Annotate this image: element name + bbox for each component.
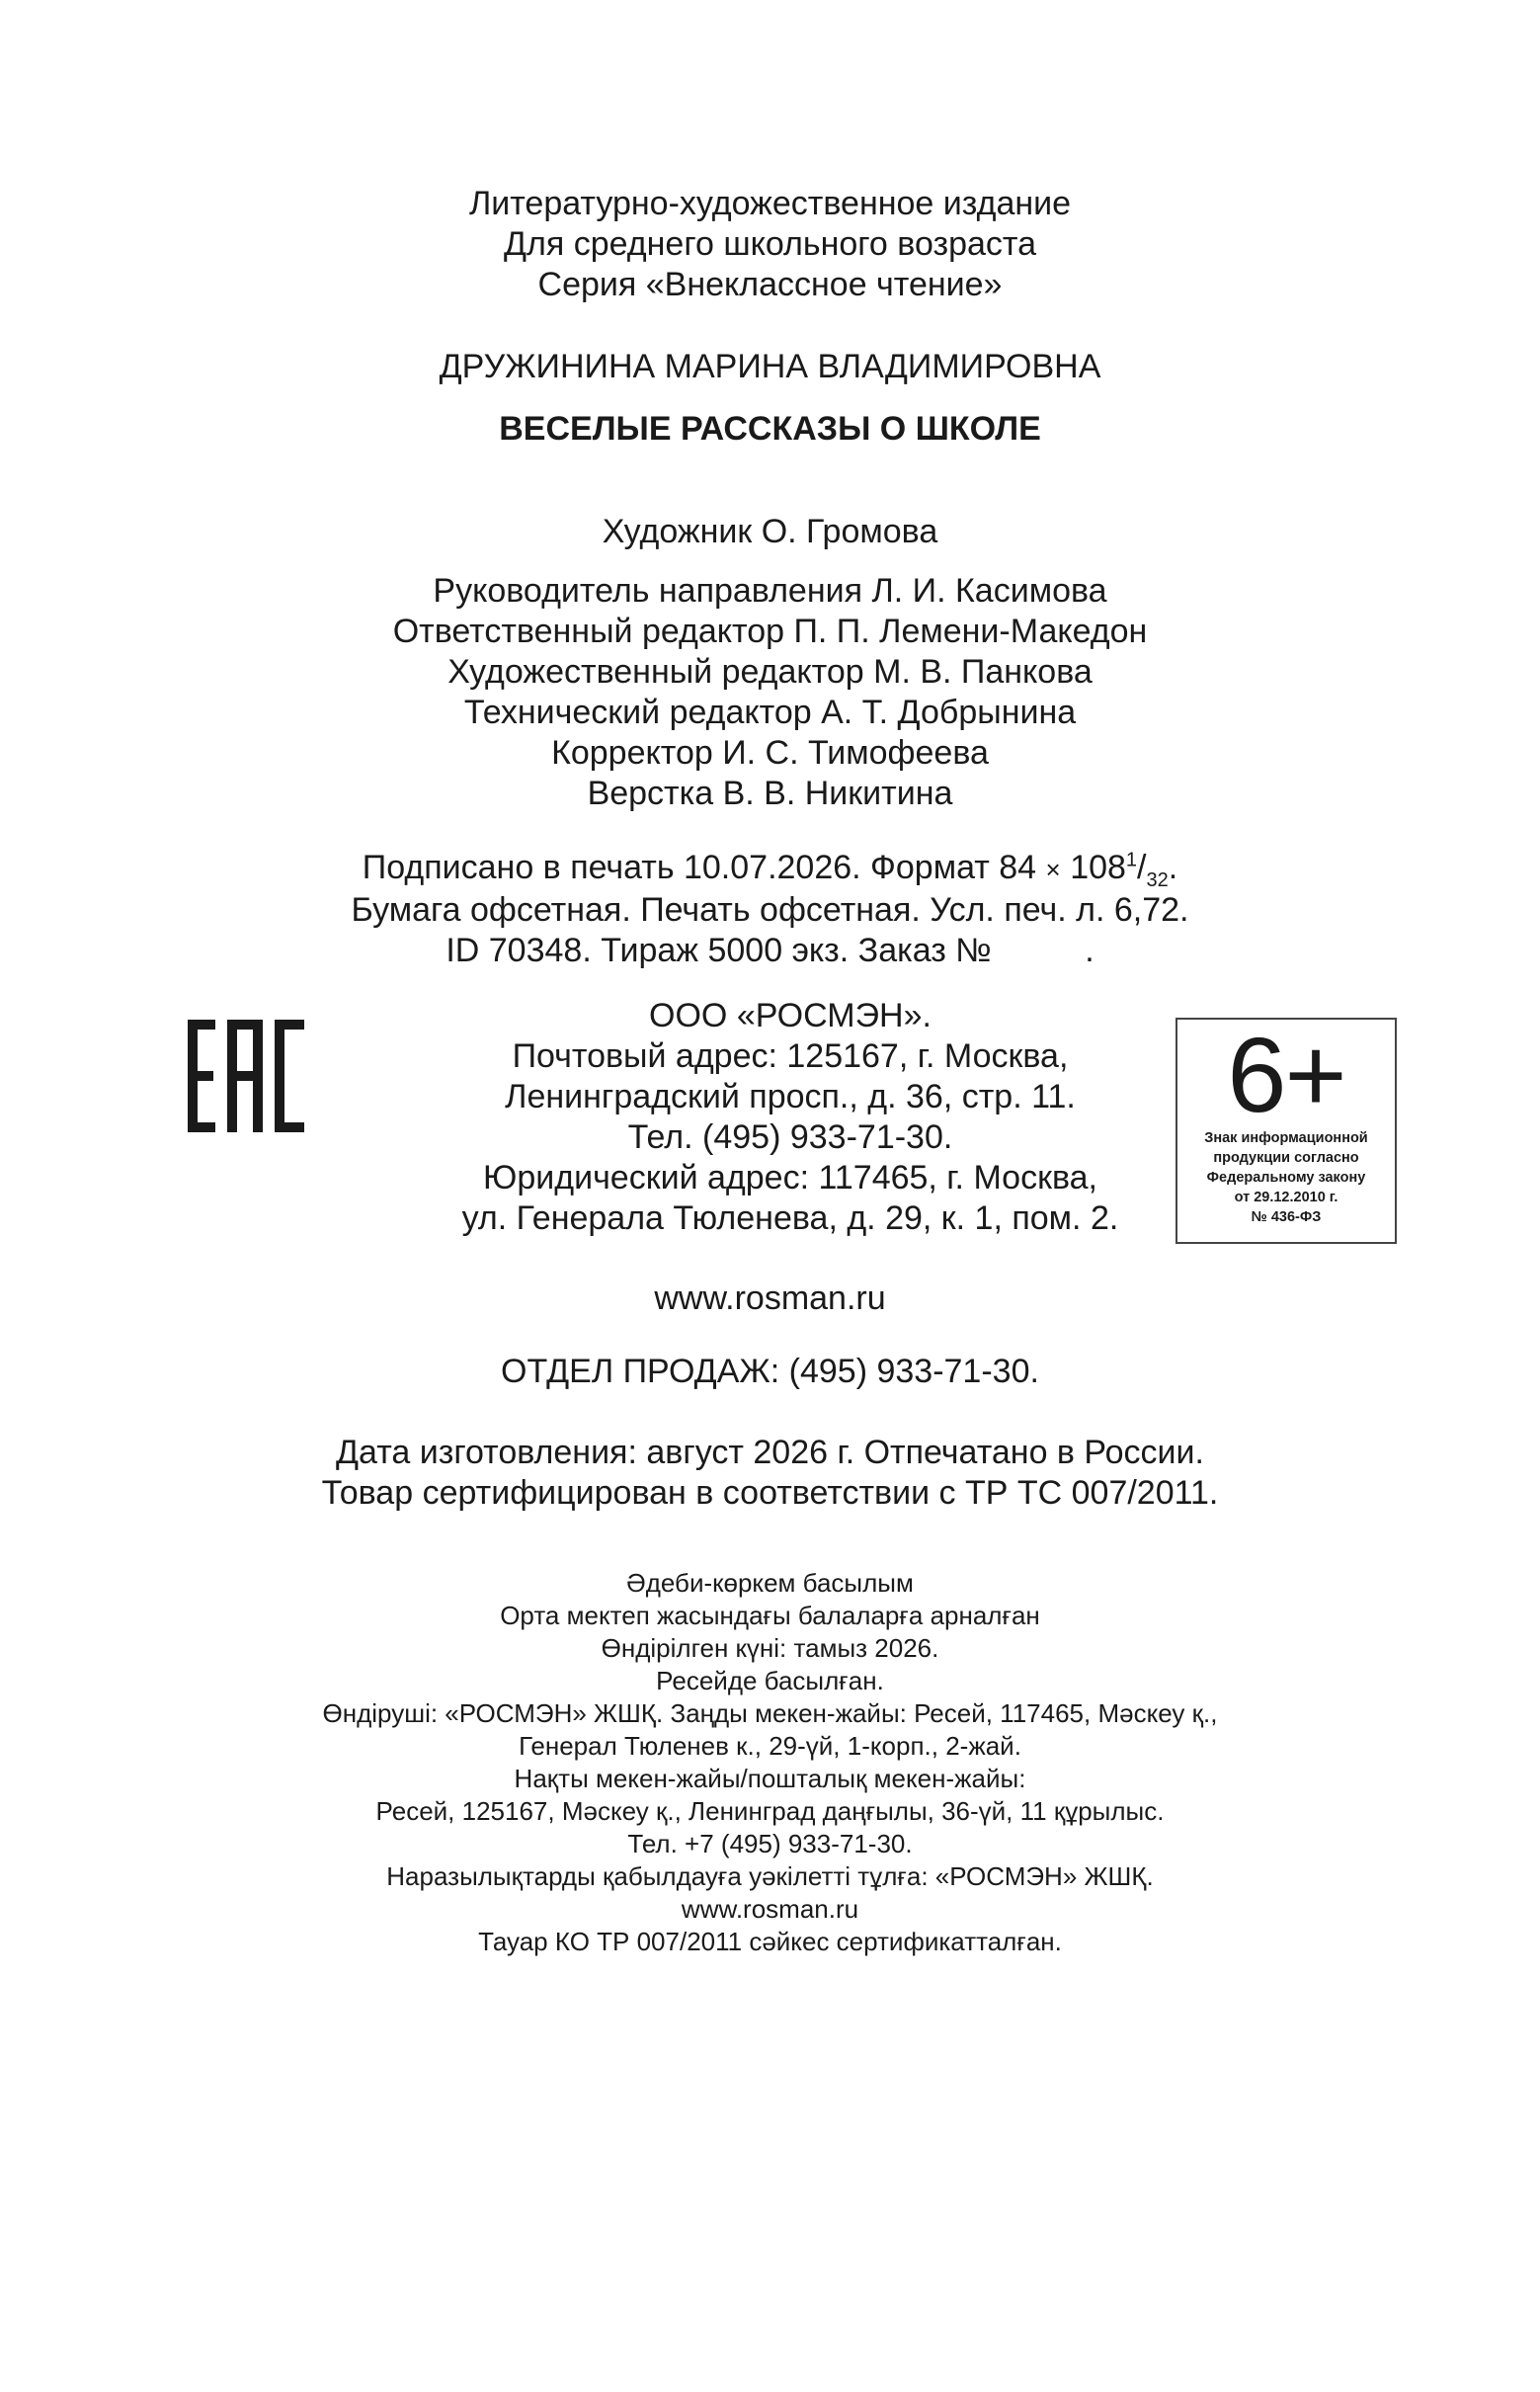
kazakh-line: Өндірілген күні: тамыз 2026. xyxy=(601,1633,939,1663)
paper-info-line: Бумага офсетная. Печать офсетная. Усл. печ. л. 6,72. xyxy=(351,891,1189,929)
age-audience: Для среднего школьного возраста xyxy=(504,225,1036,263)
print-info xyxy=(0,848,1540,971)
editorial-credits xyxy=(0,571,1540,814)
sales-department: ОТДЕЛ ПРОДАЖ: (495) 933-71-30. xyxy=(501,1353,1039,1390)
kazakh-line: Наразылықтарды қабылдауға уәкілетті тұлға: «РОСМЭН» ЖШҚ. xyxy=(386,1861,1154,1891)
edition-header xyxy=(0,184,1540,305)
credit-line: Технический редактор А. Т. Добрынина xyxy=(463,694,1077,731)
manufacture-info xyxy=(0,1433,1540,1514)
times-sign: × xyxy=(1045,855,1061,884)
phone-line: Тел. (495) 933-71-30. xyxy=(627,1118,953,1156)
age-rating-badge xyxy=(1175,1015,1397,1244)
certification: Товар сертифицирован в соответствии с ТР ТС 007/2011. xyxy=(321,1474,1219,1512)
credit-line: Верстка В. В. Никитина xyxy=(587,775,953,812)
book-title: ВЕСЕЛЫЕ РАССКАЗЫ О ШКОЛЕ xyxy=(499,410,1041,448)
legal-address-line: Юридический адрес: 117465, г. Москва, xyxy=(483,1159,1097,1196)
edition-type: Литературно-художественное издание xyxy=(468,185,1072,222)
publisher-info xyxy=(415,996,1166,1239)
kazakh-line: Генерал Тюленев к., 29-үй, 1-корп., 2-жай. xyxy=(519,1731,1021,1761)
website: www.rosman.ru xyxy=(654,1279,886,1317)
legal-address-line: ул. Генерала Тюленева, д. 29, к. 1, пом. 2. xyxy=(461,1199,1119,1237)
kazakh-line: Ресей, 125167, Мәскеу қ., Ленинград даңғылы, 36-үй, 11 құрылыс. xyxy=(375,1796,1165,1826)
credit-line: Корректор И. С. Тимофеева xyxy=(551,734,989,772)
postal-address-line: Ленинградский просп., д. 36, стр. 11. xyxy=(505,1078,1076,1115)
kazakh-line: Өндіруші: «РОСМЭН» ЖШҚ. Заңды мекен-жайы: Ресей, 117465, Мәскеу қ., xyxy=(322,1698,1218,1728)
series-name: Серия «Внеклассное чтение» xyxy=(537,266,1003,303)
manufacture-date: Дата изготовления: август 2026 г. Отпечатано в России. xyxy=(336,1434,1204,1471)
kazakh-line: Тауар КО ТР 007/2011 сәйкес сертификатталған. xyxy=(478,1927,1062,1956)
credit-line: Художественный редактор М. В. Панкова xyxy=(447,653,1093,691)
age-rating-value: 6+ xyxy=(1227,1015,1345,1134)
illustrator-credit: Художник О. Громова xyxy=(602,513,938,550)
credit-line: Руководитель направления Л. И. Касимова xyxy=(433,572,1107,610)
print-format-line: Подписано в печать 10.07.2026. Формат $84 \times 108^1/_{32}$. xyxy=(362,849,1178,891)
credit-line: Ответственный редактор П. П. Лемени-Македон xyxy=(392,613,1148,650)
kazakh-line: Нақты мекен-жайы/пошталық мекен-жайы: xyxy=(514,1764,1026,1793)
kazakh-line: Тел. +7 (495) 933-71-30. xyxy=(627,1829,913,1858)
kazakh-line: Орта мектеп жасындағы балаларға арналған xyxy=(500,1601,1040,1630)
publisher-name: ООО «РОСМЭН». xyxy=(649,997,932,1034)
author-name: ДРУЖИНИНА МАРИНА ВЛАДИМИРОВНА xyxy=(439,348,1101,385)
kazakh-imprint xyxy=(0,1567,1540,1958)
age-rating-legal-text: Знак информационной продукции согласно Федеральному закону от 29.12.2010 г. № 436-ФЗ xyxy=(1204,1130,1368,1225)
eac-logo-icon xyxy=(188,1020,306,1132)
kazakh-line: www.rosman.ru xyxy=(681,1894,859,1924)
eac-conformity-mark xyxy=(188,1020,306,1137)
kazakh-line: Әдеби-көркем басылым xyxy=(626,1568,914,1598)
order-info-line: ID 70348. Тираж 5000 экз. Заказ № . xyxy=(446,932,1094,969)
postal-address-line: Почтовый адрес: 125167, г. Москва, xyxy=(512,1037,1069,1075)
kazakh-line: Ресейде басылған. xyxy=(656,1666,884,1695)
